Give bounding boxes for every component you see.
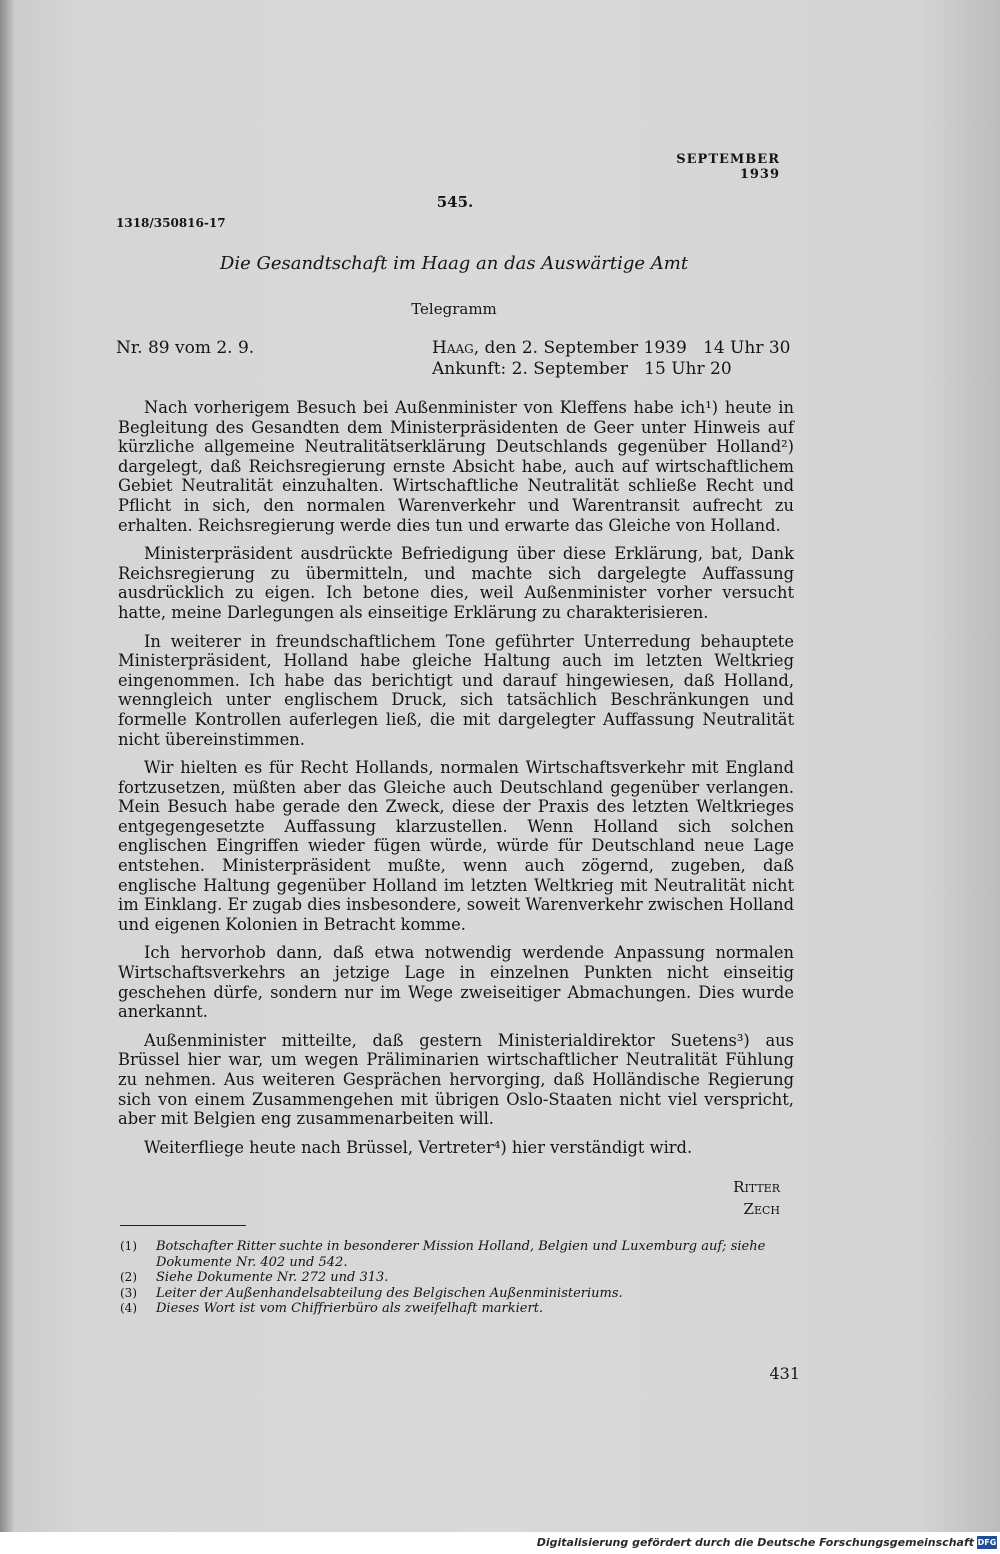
- footnote: [120, 1301, 796, 1317]
- digitization-credit-bar: [0, 1532, 1000, 1554]
- footnote-text: Dieses Wort ist vom Chiffrierbüro als zweifelhaft markiert.: [156, 1301, 544, 1316]
- body-paragraph: Ministerpräsident ausdrückte Befriedigung über diese Erklärung, bat, Dank Reichsregierung zu übermitteln, und machte sich dargelegte Auffassung ausdrücklich zu eigen. Ich betone dies, weil Außenminister vorher versucht hatte, meine Darlegungen als einseitige Erklärung zu charakterisieren.: [118, 544, 794, 622]
- page-edge-shadow: [0, 0, 14, 1532]
- document-number: 545.: [436, 193, 474, 211]
- footnote-text: Siehe Dokumente Nr. 272 und 313.: [156, 1270, 389, 1285]
- footnote: [120, 1270, 796, 1286]
- footnote-mark: (3): [120, 1285, 137, 1300]
- footnote-mark: (1): [120, 1239, 137, 1253]
- film-reference-code: 1318/350816-17: [116, 216, 226, 230]
- page-number: 431: [769, 1364, 800, 1383]
- footnote-mark: (4): [120, 1301, 137, 1315]
- footnote: [120, 1286, 796, 1302]
- dateline-date: , den 2. September 1939 14 Uhr 30: [473, 338, 791, 358]
- dateline-arrival: Ankunft: 2. September 15 Uhr 20: [432, 359, 732, 379]
- body-paragraph: Weiterfliege heute nach Brüssel, Vertreter⁴) hier verständigt wird.: [144, 1137, 693, 1157]
- document-type: Telegramm: [411, 300, 497, 318]
- footnote-mark: (2): [120, 1270, 137, 1284]
- dfg-logo: DFG: [977, 1538, 997, 1547]
- body-paragraph: Wir hielten es für Recht Hollands, normalen Wirtschaftsverkehr mit England fortzusetzen, müßten aber das Gleiche auch Deutschland gegenüber verlangen. Mein Besuch habe gerade den Zweck, diese der Praxis des letzten Weltkrieges entgegengesetzte Auffassung klarzustellen. Wenn Holland sich solchen englischen Eingriffen wieder fügen würde, würde für Deutschland neue Lage entstehen. Ministerpräsident mußte, wenn auch zögernd, zugeben, daß englische Haltung gegenüber Holland im letzten Weltkrieg mit Neutralität nicht im Einklang. Er zugab dies insbesondere, soweit Warenverkehr zwischen Holland und eigenen Kolonien in Betracht komme.: [118, 758, 794, 934]
- telegram-dateline: [432, 338, 791, 380]
- signature-block: [600, 1176, 780, 1220]
- body-paragraph: Nach vorherigem Besuch bei Außenminister von Kleffens habe ich¹) heute in Begleitung des Gesandten dem Ministerpräsidenten de Geer unter Hinweis auf kürzliche allgemeine Neutralitätserklärung Deutschlands gegenüber Holland²) dargelegt, daß Reichsregierung ernste Absicht habe, auch auf wirtschaftlichem Gebiet Neutralität einzuhalten. Wirtschaftliche Neutralität schließe Recht und Pflicht in sich, den normalen Warenverkehr und Warentransit aufrecht zu erhalten. Reichsregierung werde dies tun und erwarte das Gleiche von Holland.: [118, 398, 794, 535]
- footnotes: [120, 1239, 796, 1317]
- telegram-number: Nr. 89 vom 2. 9.: [116, 338, 255, 358]
- dateline-place: Haag: [432, 338, 474, 358]
- document-heading: Die Gesandtschaft im Haag an das Auswärtige Amt: [219, 253, 689, 274]
- funding-credit: Digitalisierung gefördert durch die Deutsche Forschungsgemeinschaft: [536, 1536, 974, 1549]
- footnote-divider: [120, 1225, 246, 1226]
- body-paragraph: Ich hervorhob dann, daß etwa notwendig werdende Anpassung normalen Wirtschaftsverkehrs an jetzige Lage in einzelnen Punkten nicht einseitig geschehen dürfe, sondern nur im Wege zweiseitiger Abmachungen. Dies wurde anerkannt.: [118, 943, 794, 1022]
- body-paragraph: Außenminister mitteilte, daß gestern Ministerialdirektor Suetens³) aus Brüssel hier war, um wegen Präliminarien wirtschaftlicher Neutralität Fühlung zu nehmen. Aus weiteren Gesprächen hervorging, daß Holländische Regierung sich von einem Zusammengehen mit übrigen Oslo-Staaten nicht viel verspricht, aber mit Belgien eng zusammenarbeiten will.: [118, 1030, 794, 1129]
- footnote-text: Botschafter Ritter suchte in besonderer Mission Holland, Belgien und Luxemburg auf; siehe Dokumente Nr. 402 und 542.: [156, 1239, 766, 1270]
- signature-name: Ritter: [733, 1178, 780, 1196]
- telegram-body: [118, 398, 794, 1166]
- running-header: SEPTEMBER 1939: [676, 152, 780, 182]
- body-paragraph: In weiterer in freundschaftlichem Tone geführter Unterredung behauptete Ministerpräsident, Holland habe gleiche Haltung auch im letzten Weltkrieg eingenommen. Ich habe das berichtigt und darauf hingewiesen, daß Holland, wenngleich unter englischem Druck, sich tatsächlich Beschränkungen und formelle Kontrollen auferlegen ließ, die mit dargelegter Auffassung Neutralität nicht übereinstimmen.: [118, 631, 794, 749]
- signature-name: Zech: [743, 1200, 780, 1218]
- footnote-text: Leiter der Außenhandelsabteilung des Belgischen Außenministeriums.: [156, 1285, 623, 1301]
- footnote: [120, 1239, 796, 1270]
